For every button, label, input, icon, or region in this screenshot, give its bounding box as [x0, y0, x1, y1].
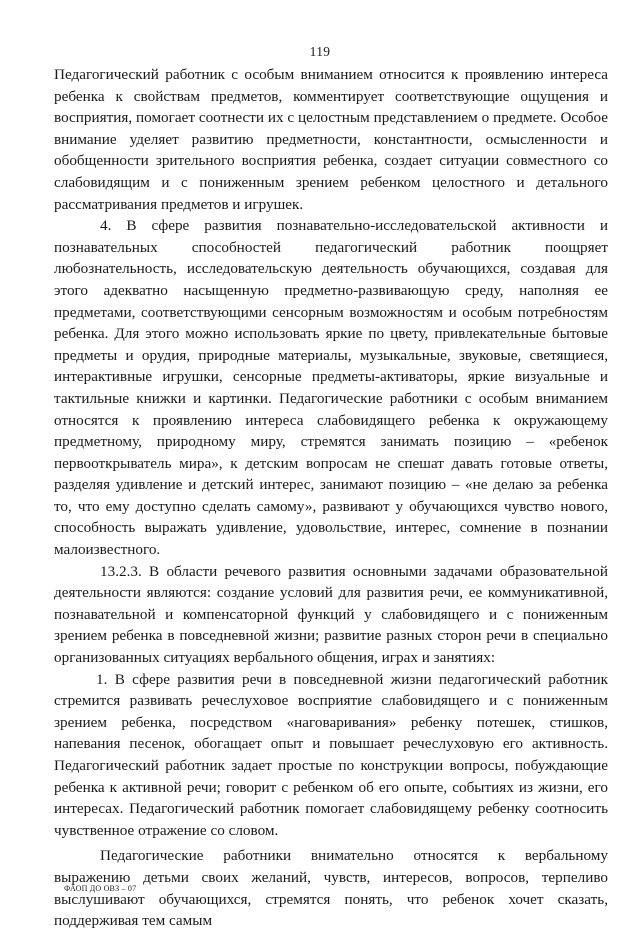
paragraph-verbal-expression: Педагогические работники внимательно относятся к вербальному выражению детьми своих желаний, чувств, интересов, вопросов, терпеливо выслушивают обучающихся, стремятся понять, что ребенок хочет сказать, поддерживая тем самым	[54, 847, 608, 930]
page-number: 119	[309, 44, 331, 59]
paragraph-visual-perception: Педагогический работник с особым вниманием относится к проявлению интереса ребенка к свойствам предметов, комментирует соответствующие ощущения и восприятия, помогает соотнести их с целостным представлением о предмете. Особое внимание уделяет развитию предметности, константности, осмысленности и обобщенности зрительного восприятия ребенка, создает ситуации совместного со слабовидящим и с пониженным зрением ребенком целостного и детального рассматривания предметов и игрушек.	[54, 66, 608, 213]
paragraph-speech-development-tasks: 13.2.3. В области речевого развития основными задачами образовательной деятельности являются: создание условий для развития речи, ее коммуникативной, познавательной и компенсаторной функций у слабовидящего и с пониженным зрением ребенка в повседневной жизни; развитие разных сторон речи в специально организованных ситуациях вербального общения, играх и занятиях:	[54, 562, 608, 667]
body-text	[54, 64, 608, 932]
paragraph-speech-everyday-life: 1. В сфере развития речи в повседневной жизни педагогический работник стремится развивать речеслуховое восприятие слабовидящего и с пониженным зрением ребенка, посредством «наговаривания» ребенку потешек, стишков, напевания песенок, обогащает опыт и повышает речеслуховую его активность. Педагогический работник задает простые по конструкции вопросы, побуждающие ребенка к активной речи; говорит с ребенком об его опыте, событиях из жизни, его интересах. Педагогический работник помогает слабовидящему ребенку соотносить чувственное отражение со словом.	[54, 670, 608, 839]
footer-doc-id: ФАОП ДО ОВЗ – 07	[64, 884, 137, 893]
paragraph-cognitive-activity: 4. В сфере развития познавательно-исследовательской активности и познавательных способностей педагогический работник поощряет любознательность, исследовательскую деятельность обучающихся, создавая для этого адекватно насыщенную предметно-развивающую среду, наполняя ее предметами, соответствующими сенсорным возможностям и особым потребностям ребенка. Для этого можно использовать яркие по цвету, привлекательные бытовые предметы и орудия, природные материалы, музыкальные, звуковые, светящиеся, интерактивные игрушки, сенсорные предметы-активаторы, яркие визуальные и тактильные книжки и картинки. Педагогические работники с особым вниманием относятся к проявлению интереса слабовидящего ребенка к окружающему предметному, природному миру, стремятся занимать позицию – «ребенок первооткрыватель мира», к детским вопросам не спешат давать готовые ответы, разделяя удивление и детский интерес, занимают позицию – «не делаю за ребенка то, что ему доступно сделать самому», развивают у обучающихся чувство нового, способность выражать удивление, удовольствие, интерес, сомнение в познании малоизвестного.	[54, 217, 608, 559]
